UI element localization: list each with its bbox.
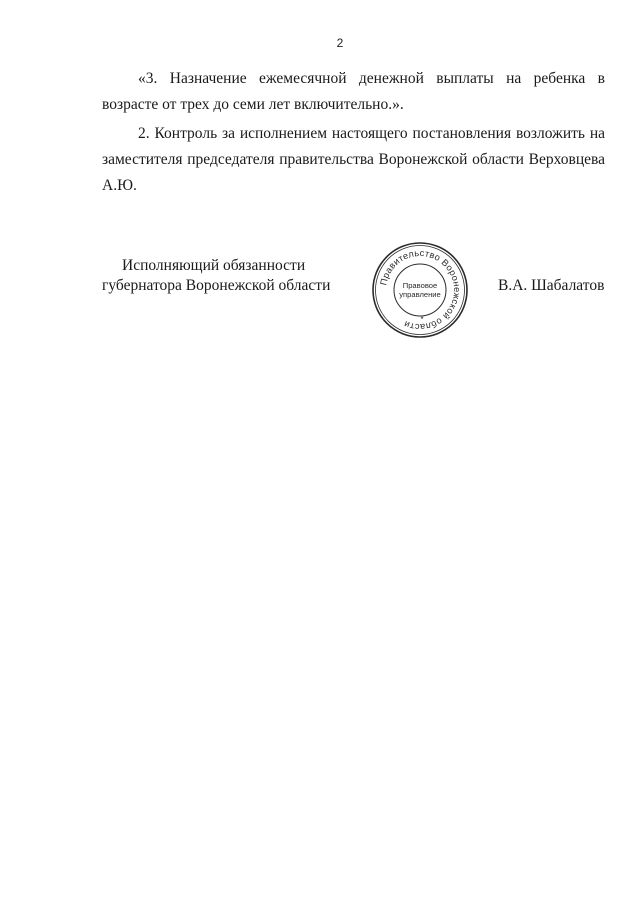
stamp-center-line1: Правовое [402, 281, 438, 290]
signatory-name: В.А. Шабалатов [498, 277, 605, 294]
stamp-star: * [420, 315, 424, 324]
stamp-ring-text: Правительство Воронежской области [378, 247, 463, 333]
signatory-position-line1: Исполняющий обязанности [122, 257, 306, 274]
paragraph-item-3: «3. Назначение ежемесячной денежной выплаты на ребенка в возрасте от трех до семи лет включительно.». [102, 70, 605, 113]
page-number: 2 [336, 36, 344, 50]
signatory-position-line2: губернатора Воронежской области [102, 277, 331, 294]
official-stamp [370, 240, 470, 340]
stamp-seal-icon [370, 240, 470, 340]
document-body [102, 66, 605, 199]
stamp-center-line2: управление [399, 290, 441, 299]
signatory-position [102, 256, 342, 296]
paragraph-control: 2. Контроль за исполнением настоящего постановления возложить на заместителя председателя правительства Воронежской области Верховцева А.Ю. [102, 125, 605, 194]
